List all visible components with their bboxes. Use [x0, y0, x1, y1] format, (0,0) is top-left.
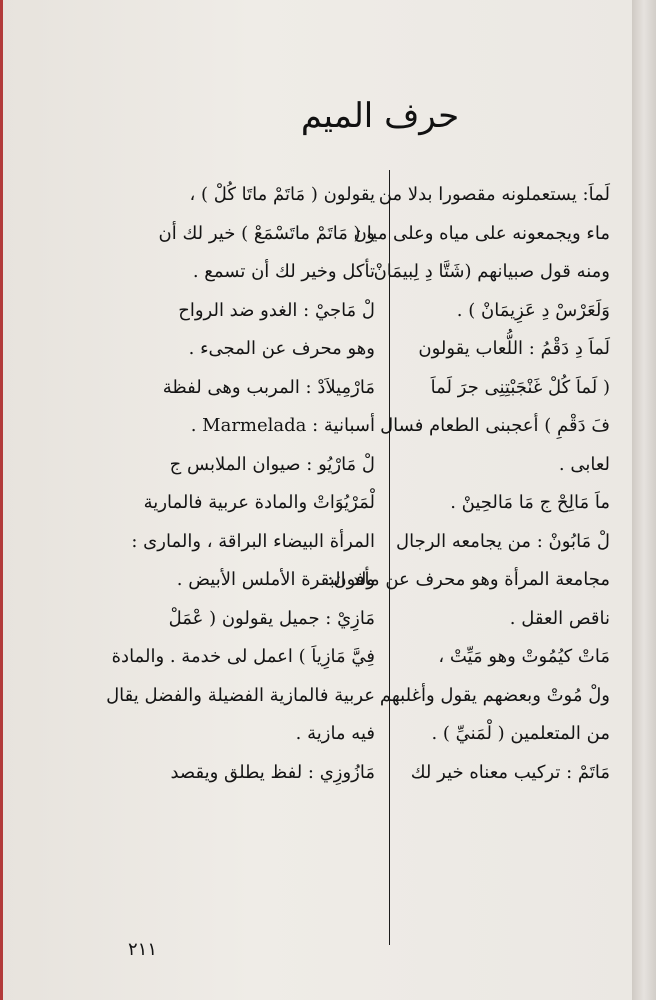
left-line-5: وهو محرف عن المجىء .: [188, 338, 375, 359]
left-line-15: فيه مازية .: [295, 723, 375, 744]
right-line-16: مَاتَمْ : تركيب معناه خير لك: [410, 761, 610, 783]
page-number: ٢١١: [128, 939, 158, 960]
right-line-11: مجامعة المرأة وهو محرف عن مأفون:: [327, 569, 610, 590]
left-line-13: فِيَّ مَازِياَ ) اعمل لى خدمة . والمادة: [111, 646, 375, 667]
left-line-14: عربية فالمازية الفضيلة والفضل يقال: [106, 684, 375, 706]
right-line-5: لَماَ دِ دَقْمُ : اللُّعاب يقولون: [418, 338, 610, 359]
right-line-4: وَلَعَرْسْ دِ عَزِيمَانْ ) .: [456, 299, 610, 321]
right-line-2: ماء ويجمعونه على مياه وعلى ميان: [353, 222, 610, 244]
right-line-12: ناقص العقل .: [509, 607, 610, 629]
next-page-edge: [632, 0, 656, 1000]
right-line-10: لْ مَابُونْ : من يجامعه الرجال: [396, 530, 610, 552]
right-line-9: ماَ مَالِحْ ج مَا مَالحِينْ .: [450, 492, 610, 513]
left-line-7: أسبانية : Marmelada .: [190, 415, 375, 436]
left-line-1: يقولون ( مَاتَمْ ماتَا كُلْ ) ،: [189, 184, 375, 205]
left-line-11: ولد البقرة الأملس الأبيض .: [176, 569, 375, 590]
right-line-8: لعابى .: [558, 453, 610, 475]
right-line-7: فَ دَقْمِ ) أعجبنى الطعام فسال: [380, 415, 610, 436]
left-line-8: لْ مَارْيُو : صيوان الملابس ج: [169, 453, 375, 475]
left-column: [106, 176, 375, 792]
right-line-1: لَماَ: يستعملونه مقصورا بدلا من: [378, 184, 610, 205]
left-line-10: المرأة البيضاء البراقة ، والمارى :: [131, 530, 375, 552]
right-line-13: مَاتْ كيُمُوتْ وهو مَيِّتْ ،: [438, 646, 610, 667]
left-line-4: لْ مَاجيْ : الغدو ضد الرواح: [178, 299, 375, 321]
page-title: حرف الميم: [300, 96, 460, 136]
left-line-12: مَازِيْ : جميل يقولون ( عْمَلْ: [168, 607, 375, 629]
page-edge-mark: [0, 0, 3, 1000]
left-line-2: و ( مَاتَمْ ماتَسْمَعْ ) خير لك أن: [158, 222, 375, 244]
right-line-3: ومنه قول صبيانهم (شَتَّا دِ لِبيمَانْ: [373, 261, 610, 282]
right-line-14: ولْ مُوتْ وبعضهم يقول وأغلبهم: [379, 684, 610, 706]
right-line-6: ( لَماَ كُلْ غَنْجَبْتِنِى جرَ لَماَ: [430, 376, 610, 398]
right-line-15: من المتعلمين ( لْمَنيِّ ) .: [431, 723, 610, 744]
left-line-9: لْمَرْيُوَاتْ والمادة عربية فالمارية: [143, 492, 375, 513]
left-line-6: مَارْمِيلاَدْ : المربب وهى لفظة: [162, 376, 375, 398]
left-line-3: تأكل وخير لك أن تسمع .: [192, 261, 375, 282]
left-line-16: مَازُوزِي : لفظ يطلق ويقصد: [170, 761, 375, 783]
